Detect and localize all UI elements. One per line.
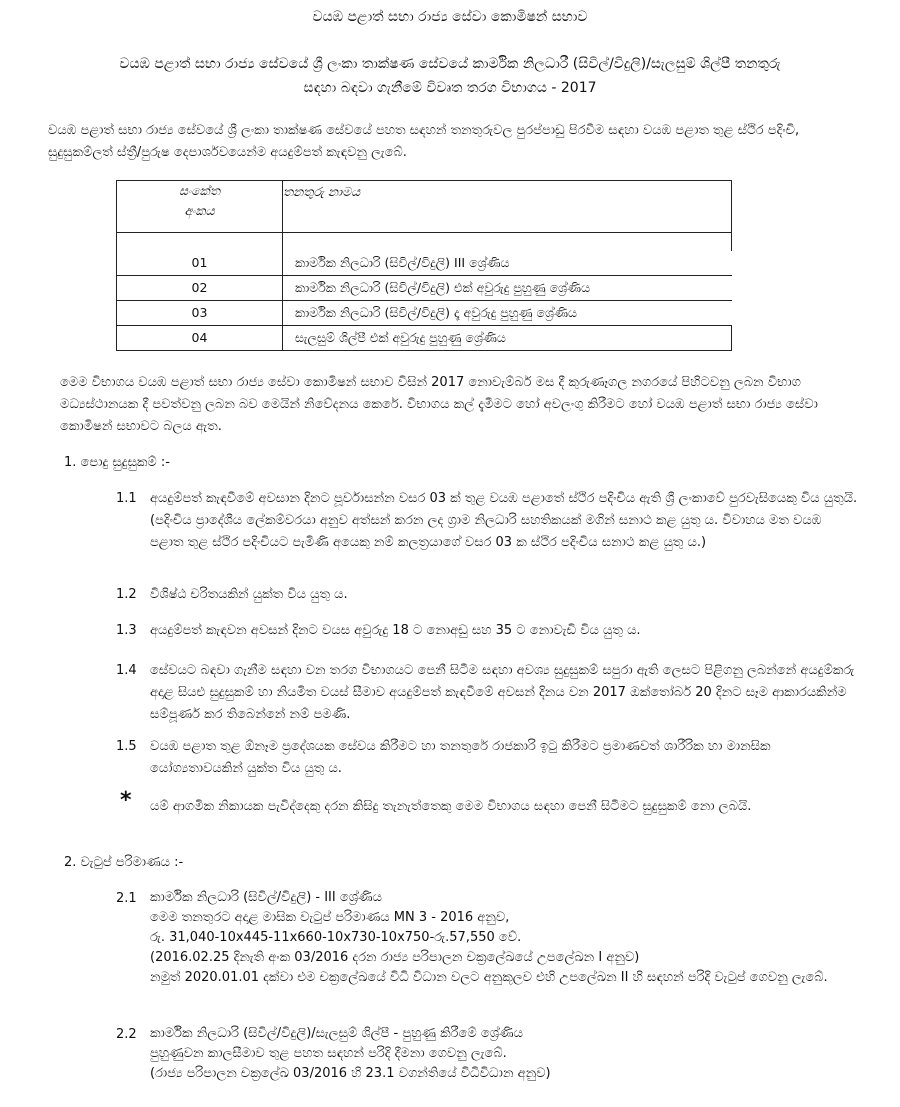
salary-line: (2016.02.25 දිනැති අංක 03/2016 දරන රාජ්‍ය පරිපාලන චක්‍රලේඛයේ උපලේඛන I අනුව) [150,950,640,965]
item-text: අයදුම්පත් කැඳවීමේ අවසාන දිනට පූර්වාසන්න වසර 03 ක් තුළ වයඹ පළාතේ ස්ථිර පදිංචිය ඇති ශ්‍රී ලංකාවේ පුරවැසියෙකු විය යුතුයි. (පදිංචිය ප්‍රාදේශීය ලේකම්වරයා අනුව අත්සන් කරන ලද ග්‍රාම නිලධාරි සහතිකයක් මගින් සනාථ කළ යුතු ය. විවාහය මත වයඹ පළාත තුළ ස්ථිර පදිංචියට පැමිණි අයෙකු නම් කලත්‍රයාගේ වසර 03 ක ස්ථිර පදිංචිය සනාථ කළ යුතු ය.) [150,491,858,550]
salary-line: (රාජ්‍ය පරිපාලන චක්‍රලේඛ 03/2016 හි 23.1 වගන්තියේ විධිවිධාන අනුව) [150,1066,551,1081]
salary-line: මෙම තනතුරට අදාළ මාසික වැටුප් පරිමාණය MN 3 - 2016 අනුව, [150,910,510,925]
star-note-text: යම් ආගමික නිකායක පැවිද්දෙකු දරන කිසිදු තැනැත්තෙකු මෙම විභාගය සඳහා පෙනී සිටීමට සුදුසුකම් නො ලබයි. [150,799,752,814]
item-number: 1.2 [116,587,137,602]
table-spacer-row [117,233,732,252]
row-code: 01 [117,251,283,276]
row-code: 04 [117,326,283,351]
item-number: 1.4 [116,663,137,678]
page-title: වයඹ පළාත් සභා රාජ්‍ය සේවා කොමිෂන් සභාව [312,9,588,25]
salary-item-2-1 [150,888,858,988]
table-row [117,276,732,301]
row-code: 03 [117,301,283,326]
subtitle-line-1: වයඹ පළාත් සභා රාජ්‍ය සේවයේ ශ්‍රී ලංකා තාක්ෂණ සේවයේ කාර්මික නිලධාරී (සිවිල්/විදුලි)/සැලසුම් ශිල්පී තනතුරු [119,56,781,72]
salary-item-2-2 [150,1024,858,1084]
item-number: 2.1 [116,891,137,906]
subtitle-line-2: සඳහා බඳවා ගැනීමේ විවෘත තරග විභාගය - 2017 [303,80,597,96]
section-2-title: 2. වැටුප් පරිමාණය :- [64,855,184,870]
section-1-title: 1. පොදු සුදුසුකම් :- [64,455,170,470]
table-header-row [117,181,732,233]
post-code-table [116,180,732,351]
salary-line: කාර්මික නිලධාරි (සිවිල්/විදුලි)/සැලසුම් ශිල්පී - පුහුණු කිරීමේ ශ්‍රේණිය [150,1026,523,1041]
item-number: 2.2 [116,1027,137,1042]
row-name: කාර්මික නිලධාරි (සිවිල්/විදුලි) දෑ අවුරුදු පුහුණු ශ්‍රේණිය [283,301,732,326]
row-name: සැලසුම් ශිල්පී එක් අවුරුදු පුහුණු ශ්‍රේණිය [283,326,732,351]
salary-line: කාර්මික නිලධාරි (සිවිල්/විදුලි) - III ශ්‍රේණිය [150,890,382,905]
item-text: විශිෂ්ඨ චරිතයකින් යුක්ත විය යුතු ය. [150,587,348,602]
item-text: අයදුම්පත් කැඳවන අවසන් දිනට වයස අවුරුදු 18 ට නොඅඩු සහ 35 ට නොවැඩි විය යුතු ය. [150,623,641,638]
salary-line: පුහුණුවන කාලසීමාව තුළ පහත සඳහන් පරිදි දීමනා ගෙවනු ලැබේ. [150,1046,507,1061]
item-number: 1.5 [116,739,137,754]
row-name: කාර්මික නිලධාරි (සිවිල්/විදුලි) III ශ්‍රේණිය [283,251,732,276]
table-row [117,326,732,351]
code-column-header: සංකේත අංකය [117,181,283,233]
intro-paragraph: වයඹ පළාත් සභා රාජ්‍ය සේවයේ ශ්‍රී ලංකා තාක්ෂණ සේවයේ පහත සඳහන් තනතුරුවල පුරප්පාඩු පිරවීම සඳහා වයඹ පළාත තුළ ස්ථිර පදිංචි, සුදුසුකම්ලත් ස්ත්‍රී/පුරුෂ දෙපාර්ශවයෙන්ම අයදුම්පත් කැඳවනු ලැබේ. [48,123,800,160]
salary-line: නමුත් 2020.01.01 දක්වා එම චක්‍රලේඛයේ විධි විධාන වලට අනුකූලව එහි උපලේඛන II හි සඳහන් පරිදි වැටුප් ගෙවනු ලැබේ. [150,970,828,985]
salary-line: රු. 31,040-10x445-11x660-10x730-10x750-රු.57,550 වේ. [150,930,522,945]
row-name: කාර්මික නිලධාරි (සිවිල්/විදුලි) එක් අවුරුදු පුහුණු ශ්‍රේණිය [283,276,732,301]
table-row [117,251,732,276]
asterisk-icon: * [120,788,132,813]
item-number: 1.3 [116,623,137,638]
item-number: 1.1 [116,491,137,506]
exam-notice-paragraph: මෙම විභාගය වයඹ පළාත් සභා රාජ්‍ය සේවා කොමිෂන් සභාව විසින් 2017 නොවැම්බර් මස දී කුරුණෑගල නගරයේ පිහිටවනු ලබන විභාග මධ්‍යස්ථානයක දී පවත්වනු ලබන බව මෙයින් නිවේදනය කෙරේ. විභාගය කල් දැමීමට හෝ අවලංගු කිරීමට හෝ වයඹ පළාත් සභා රාජ්‍ය සේවා කොමිෂන් සභාවට බලය ඇත. [60,375,818,434]
name-column-header: තනතුරු නාමය [283,181,732,233]
row-code: 02 [117,276,283,301]
table-row [117,301,732,326]
item-text: වයඹ පළාත තුළ ඕනෑම ප්‍රදේශයක සේවය කිරීමට හා තනතුරේ රාජකාරි ඉටු කිරීමට ප්‍රමාණවත් ශාරීරික හා මානසික යෝග්‍යතාවයකින් යුක්ත විය යුතු ය. [150,739,771,776]
document-subtitle [30,52,870,100]
item-text: සේවයට බඳවා ගැනීම සඳහා වන තරග විභාගයට පෙනී සිටීම සඳහා අවශ්‍ය සුදුසුකම් සපුරා ඇති ලෙසට පිළිගනු ලබන්නේ අයදුම්කරු අදාළ සියළු සුදුසුකම් හා නියමිත වයස් සීමාව අයදුම්පත් කැඳවීමේ අවසන් දිනය වන 2017 ඔක්තෝබර් 20 දිනට සෑම ආකාරයකින්ම සම්පූර්ණ කර තිබෙන්නේ නම් පමණි. [150,663,855,722]
